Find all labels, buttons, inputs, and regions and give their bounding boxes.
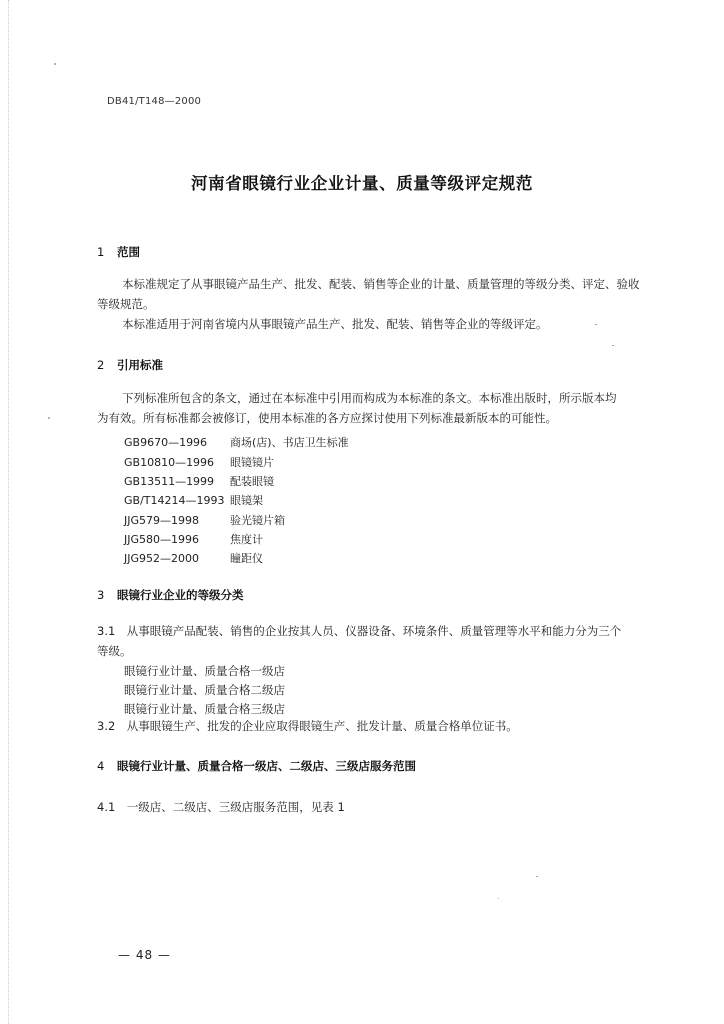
section-4-number: 4	[97, 759, 105, 773]
document-code: DB41/T148—2000	[107, 96, 202, 107]
standard-row	[124, 550, 263, 566]
standard-code: GB10810—1996	[124, 456, 215, 469]
standard-row	[124, 434, 349, 450]
standard-name: 验光镜片箱	[230, 514, 285, 527]
section-2-title: 引用标准	[117, 358, 163, 372]
section-1-number: 1	[97, 245, 105, 259]
scan-speck	[612, 345, 614, 346]
section-2-number: 2	[97, 358, 105, 372]
level-item: 眼镜行业计量、质量合格二级店	[124, 683, 285, 697]
standard-code: GB/T14214—1993	[124, 494, 225, 507]
section-1-heading	[97, 244, 140, 260]
page-number: — 48 —	[118, 948, 171, 962]
standard-name: 焦度计	[230, 533, 263, 546]
standard-row	[124, 492, 263, 508]
section-2-para-line-1: 下列标准所包含的条文，通过在本标准中引用而构成为本标准的条文。本标准出版时，所示版本均	[122, 391, 617, 405]
clause-3-1-line-1: 3.1 从事眼镜产品配装、销售的企业按其人员、仪器设备、环境条件、质量管理等水平和能力分为三个	[97, 624, 622, 638]
standard-row	[124, 473, 274, 489]
standard-name: 眼镜镜片	[230, 456, 274, 469]
clause-3-2: 3.2 从事眼镜生产、批发的企业应取得眼镜生产、批发计量、质量合格单位证书。	[97, 719, 518, 733]
section-3-title: 眼镜行业企业的等级分类	[117, 588, 244, 602]
standard-name: 配装眼镜	[230, 475, 274, 488]
section-2-para-line-2: 为有效。所有标准都会被修订，使用本标准的各方应探讨使用下列标准最新版本的可能性。	[97, 411, 557, 425]
section-4-heading	[97, 758, 416, 774]
standard-name: 眼镜架	[230, 494, 263, 507]
scan-speck	[498, 898, 499, 899]
section-1-para-1-line-1: 本标准规定了从事眼镜产品生产、批发、配装、销售等企业的计量、质量管理的等级分类、评定、验收	[122, 277, 640, 291]
clause-4-1: 4.1 一级店、二级店、三级店服务范围，见表 1	[97, 800, 345, 814]
standard-code: GB9670—1996	[124, 436, 208, 449]
standard-code: JJG580—1996	[124, 533, 200, 546]
section-3-heading	[97, 587, 244, 603]
section-3-number: 3	[97, 588, 105, 602]
scan-speck	[54, 63, 56, 65]
standard-row	[124, 531, 263, 547]
standard-row	[124, 454, 274, 470]
section-4-title: 眼镜行业计量、质量合格一级店、二级店、三级店服务范围	[117, 759, 416, 773]
standard-row	[124, 512, 285, 528]
section-1-title: 范围	[117, 245, 140, 259]
standard-code: GB13511—1999	[124, 475, 215, 488]
standard-name: 商场(店)、书店卫生标准	[230, 436, 349, 449]
level-item: 眼镜行业计量、质量合格一级店	[124, 664, 285, 678]
clause-3-1-line-2: 等级。	[97, 644, 132, 658]
section-1-para-2: 本标准适用于河南省境内从事眼镜产品生产、批发、配装、销售等企业的等级评定。	[122, 317, 548, 331]
scan-speck	[48, 417, 50, 419]
standard-code: JJG579—1998	[124, 514, 200, 527]
standard-name: 瞳距仪	[230, 552, 263, 565]
scan-edge-line	[8, 0, 10, 1024]
section-2-heading	[97, 357, 163, 373]
section-1-para-1-line-2: 等级规范。	[97, 297, 155, 311]
standard-code: JJG952—2000	[124, 552, 200, 565]
document-title: 河南省眼镜行业企业计量、质量等级评定规范	[191, 174, 533, 193]
level-item: 眼镜行业计量、质量合格三级店	[124, 702, 285, 716]
scan-speck	[536, 876, 538, 877]
scan-speck	[595, 324, 597, 325]
